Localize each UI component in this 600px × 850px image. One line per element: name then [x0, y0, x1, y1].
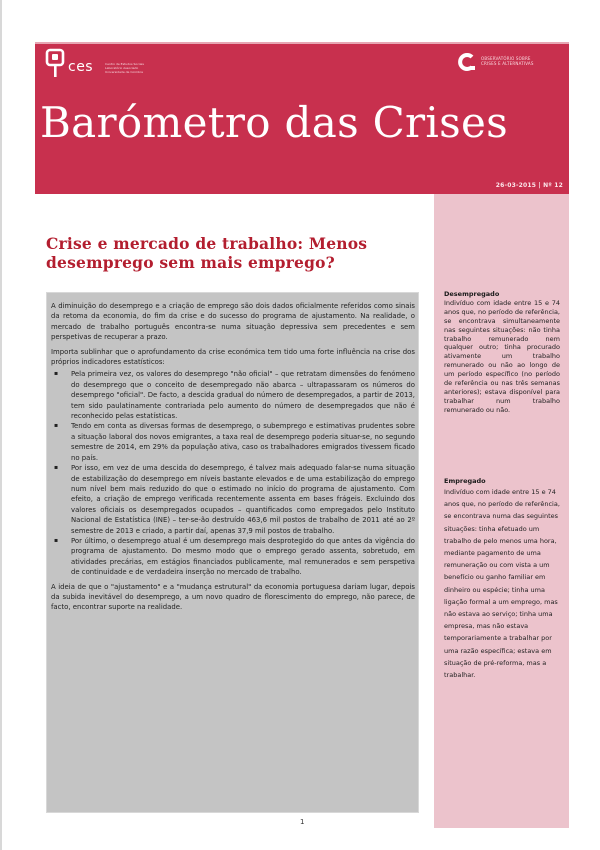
publication-title: Barómetro das Crises	[40, 98, 508, 147]
page-number: 1	[300, 818, 305, 826]
conclusion-paragraph: A ideia de que o "ajustamento" e a "mudança estrutural" da economia portuguesa dariam lugar, depois da subida inevitável do desemprego, a um novo quadro de florescimento do emprego, não parece, de facto, encontrar suporte na realidade.	[51, 582, 415, 612]
article-title: Crise e mercado de trabalho: Menos desemprego sem mais emprego?	[46, 234, 368, 272]
definition-desempregado	[444, 290, 560, 415]
page-edge	[0, 0, 2, 850]
observatorio-c-mark-icon	[457, 52, 477, 72]
definition-text: Indivíduo com idade entre 15 e 74 anos que, no período de referência, se encontrava simultaneamente nas seguintes situações: não tinha trabalho remunerado nem qualquer outro; tinha procurado ativamente um trabalho remunerado ou não ao longo de um período específico (no período de referência ou nas três semanas anteriores); estava disponível para trabalhar num trabalho remunerado ou não.	[444, 298, 560, 414]
observatorio-text: OBSERVATÓRIO SOBRE CRISES E ALTERNATIVAS	[481, 56, 534, 66]
ces-logo-mark-icon	[45, 48, 67, 78]
definitions-sidebar	[434, 194, 569, 828]
key-points-list	[51, 369, 415, 577]
definition-term: Empregado	[444, 477, 486, 485]
list-item: ▪ Tendo em conta as diversas formas de desemprego, o subemprego e estimativas prudentes sobre a situação laboral dos novos emigrantes, a taxa real de desemprego poderia situar-se, no segundo semestre de 2014, em 29% da população ativa, caso os trabalhadores emigrados tivessem ficado no país.	[71, 421, 415, 463]
list-item: ▪ Pela primeira vez, os valores do desemprego "não oficial" – que retratam dimensões do fenómeno do desemprego que o conceito de desempregado não abarca – ultrapassaram os números do desemprego "oficial". De facto, a descida gradual do número de desempregados, a partir de 2013, tem sido paulatinamente contrariada pelo aumento do número de desempregados que não é reconhecido pelas estatísticas.	[71, 369, 415, 421]
definition-term: Desempregado	[444, 290, 500, 298]
ces-logo	[45, 48, 170, 80]
definition-text: Indivíduo com idade entre 15 e 74 anos que, no período de referência, se encontrava numa das seguintes situações: tinha efetuado um trabalho de pelo menos uma hora, mediante pagamento de uma remuneração ou com vista a um benefício ou ganho familiar em dinheiro ou espécie; tinha uma ligação formal a um emprego, mas não estava ao serviço; tinha uma empresa, mas não estava temporariamente a trabalhar por uma razão específica; estava em situação de pré-reforma, mas a trabalhar.	[444, 487, 560, 679]
lead-in-paragraph: Importa sublinhar que o aprofundamento da crise económica tem tido uma forte influência na crise dos próprios indicadores estatísticos:	[51, 347, 415, 367]
issue-date-number: 26-03-2015 | Nº 12	[495, 182, 563, 189]
ces-subtitle: Centro de Estudos Sociais Laboratório Associado Universidade de Coimbra	[105, 62, 144, 74]
observatorio-logo	[457, 52, 557, 74]
intro-paragraph: A diminuição do desemprego e a criação de emprego são dois dados oficialmente referidos como sinais da retoma da economia, do fim da crise e do sucesso do programa de ajustamento. Na realidade, o mercado de trabalho português encontra-se numa situação depressiva sem precedentes e sem perspetivas de recuperar a prazo.	[51, 302, 415, 342]
article-textbox	[46, 292, 419, 813]
list-item: ▪ Por isso, em vez de uma descida do desemprego, é talvez mais adequado falar-se numa situação de estabilização do desemprego em níveis bastante elevados e de uma estabilização do emprego num nível bem mais reduzido do que o estimado no início do programa de ajustamento. Com efeito, a criação de emprego verificada recentemente assenta em bases frágeis. Excluindo dos valores oficiais os desempregados ocupados – quantificados como empregados pelo Instituto Nacional de Estatística (INE) – ter-se-ão destruído 463,6 mil postos de trabalho de 2011 até ao 2º semestre de 2013 e criado, a partir daí, apenas 37,9 mil postos de trabalho.	[71, 463, 415, 536]
masthead-banner	[35, 42, 569, 194]
definition-empregado	[444, 477, 560, 681]
list-item: ▪ Por último, o desemprego atual é um desemprego mais desprotegido do que antes da vigência do programa de ajustamento. Do mesmo modo que o emprego gerado assenta, sobretudo, em atividades precárias, em estágios financiados publicamente, mal remunerados e sem perspetiva de continuidade e de verdadeira inserção no mercado de trabalho.	[71, 536, 415, 578]
ces-wordmark: ces	[68, 59, 94, 75]
